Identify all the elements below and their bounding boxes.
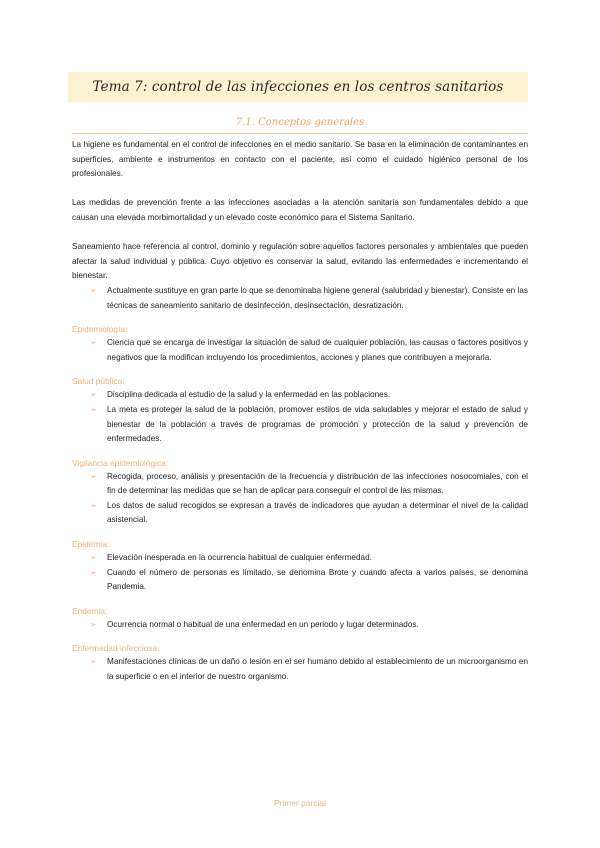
section-heading: Epidemiología: (72, 324, 128, 335)
list-item (72, 566, 528, 595)
list-item-text: Disciplina dedicada al estudio de la salud y la enfermedad en las poblaciones. (107, 390, 391, 400)
list-item-text: Ocurrencia normal o habitual de una enfermedad en un periodo y lugar determinados. (107, 619, 419, 629)
arrow-bullet-icon: ➢ (90, 338, 97, 348)
subtitle-divider (72, 133, 528, 134)
arrow-bullet-icon: ➢ (90, 553, 97, 563)
arrow-bullet-icon: ➢ (90, 619, 97, 629)
bullet-list (72, 336, 528, 365)
list-item-text: Los datos de salud recogidos se expresan a través de indicadores que ayudan a determinar el nivel de la calidad asistencial. (107, 500, 528, 525)
section-heading: Vigilancia epidemiológica: (72, 457, 169, 468)
list-item (72, 403, 528, 447)
list-item-text: Actualmente sustituye en gran parte lo que se denominaba higiene general (salubridad y bienestar). Consiste en las técnicas de saneamiento sanitario de desinfección, desinsectación, desratización. (107, 285, 528, 310)
intro-bullet-list (72, 284, 528, 313)
list-item (72, 470, 528, 499)
arrow-bullet-icon: ➢ (90, 657, 97, 667)
list-item (72, 499, 528, 528)
arrow-bullet-icon: ➢ (90, 471, 97, 481)
bullet-list (72, 551, 528, 595)
list-item-text: Elevación inesperada en la ocurrencia habitual de cualquier enfermedad. (107, 553, 372, 563)
list-item-text: La meta es proteger la salud de la población, promover estilos de vida saludables y mejorar el estado de salud y bienestar de la población a través de programas de promoción y protección de la salud y prevención de enfermedades. (107, 404, 528, 444)
list-item-text: Manifestaciones clínicas de un daño o lesión en el ser humano debido al establecimiento de un microorganismo en la superficie o en el interior de nuestro organismo. (107, 657, 528, 682)
arrow-bullet-icon: ➢ (90, 390, 97, 400)
page-footer: Primer parcial (274, 798, 326, 808)
list-item (72, 388, 528, 403)
document-body (72, 138, 528, 685)
section-heading: Salud pública: (72, 376, 125, 387)
section-heading: Epidemia: (72, 539, 110, 550)
title-banner (68, 72, 528, 102)
list-item (72, 618, 528, 633)
list-item (72, 655, 528, 684)
bullet-list (72, 388, 528, 446)
bullet-list (72, 618, 528, 633)
paragraph-prevencion: Las medidas de prevención frente a las infecciones asociadas a la atención sanitaria son fundamentales debido a que causan una elevada morbimortalidad y un elevado coste económico para el Sistema Sanitario. (72, 198, 528, 222)
page-title: Tema 7: control de las infecciones en los centros sanitarios (92, 79, 504, 95)
arrow-bullet-icon: ➢ (90, 567, 97, 577)
arrow-bullet-icon: ➢ (90, 404, 97, 414)
arrow-bullet-icon: ➢ (90, 500, 97, 510)
arrow-bullet-icon: ➢ (90, 285, 97, 295)
definition-sections (72, 323, 528, 685)
bullet-list (72, 655, 528, 684)
list-item-text: Ciencia que se encarga de investigar la situación de salud de cualquier población, las causas o factores positivos y negativos que la modifican incluyendo los procedimientos, acciones y planes que contribuyen a mejorarla. (107, 338, 528, 362)
list-item (72, 336, 528, 365)
bullet-list (72, 470, 528, 528)
section-heading: Enfermedad infecciosa: (72, 643, 160, 654)
paragraph-higiene: La higiene es fundamental en el control de infecciones en el medio sanitario. Se basa en la eliminación de contaminantes en superficies, ambiente e instrumentos en contacto con el paciente, así como el cuidado higiénico personal de los profesionales. (72, 140, 528, 179)
list-item (72, 284, 528, 313)
section-subtitle: 7.1. Conceptos generales (235, 117, 365, 128)
list-item (72, 551, 528, 566)
list-item-text: Cuando el número de personas es limitado, se denomina Brote y cuando afecta a varios países, se denomina Pandemia. (107, 567, 528, 592)
paragraph-saneamiento: Saneamiento hace referencia al control, dominio y regulación sobre aquellos factores personales y ambientales que pueden afectar la salud individual y pública. Cuyo objetivo es conservar la salud, evitando las enfermedades e incrementando el bienestar. (72, 242, 528, 281)
list-item-text: Recogida, proceso, análisis y presentación de la frecuencia y distribución de las infecciones nosocomiales, con el fin de determinar las medidas que se han de aplicar para conseguir el control de las mismas. (107, 471, 528, 496)
section-heading: Endemia: (72, 605, 108, 616)
